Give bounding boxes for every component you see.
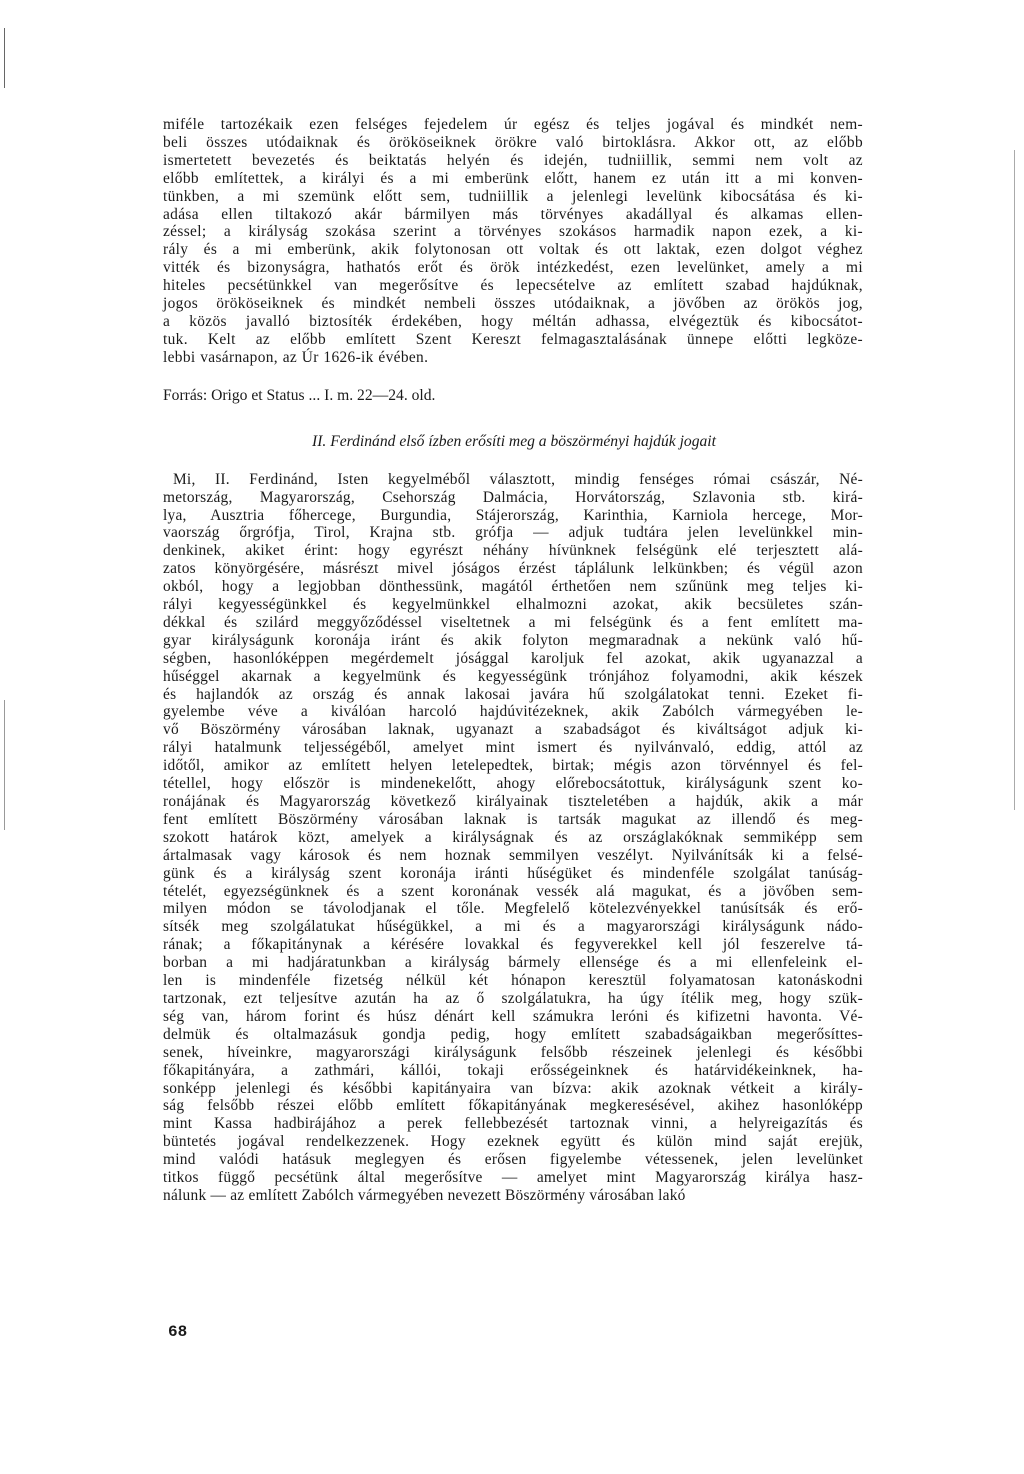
text-line: miféle tartozékaik ezen felséges fejedelem úr egész és teljes jogával és mindkét nem-	[163, 116, 863, 133]
text-line: büntetés jogával rendelkezzenek. Hogy ezeknek együtt és külön mind saját erejük,	[163, 1133, 863, 1151]
text-line: beli összes utódaiknak és örököseiknek örökre való birtoklásra. Akkor ott, az előbb	[163, 133, 863, 151]
text-line: tünkben, a mi szemünk előtt sem, tudniillik a jelenlegi levelünk kibocsátása és ki-	[163, 187, 863, 205]
text-line: lya, Ausztria főhercege, Burgundia, Stájerország, Karinthia, Karniola hercege, Mor-	[163, 506, 863, 524]
text-line: günk és a királyság szent koronája iránti hűségüket és mindenféle szolgálat tanúság-	[163, 864, 863, 882]
text-line: ségben, hasonlóképpen megérdemelt jósággal karoljuk fel azokat, akik ugyanazzal a	[163, 649, 863, 667]
text-line: rály és a mi emberünk, akik folytonosan ott voltak és ott laktak, ezen dolgot véghez	[163, 241, 863, 259]
text-line: borban a mi hadjáratunkban a királyság bármely ellensége és a mi ellenfeleink el-	[163, 954, 863, 972]
text-line: ség van, három forint és húsz dénárt kell számukra leróni és kifizetni havonta. Vé-	[163, 1007, 863, 1025]
scan-edge-mark	[1014, 150, 1015, 810]
text-line: dékkal és szilárd meggyőződéssel viseltetnek a mi felségünk és a fent említett ma-	[163, 613, 863, 631]
text-line: és hajlandók az ország és annak lakosai javára hű szolgálatokat tenni. Ezeket fi-	[163, 685, 863, 703]
text-line: vő Böszörmény városában laknak, ugyanazt a szabadságot és kiváltságot adjuk ki-	[163, 721, 863, 739]
text-line: rályi kegyességünkkel és kegyelmünkkel elhalmozni azokat, akik becsületes szán-	[163, 596, 863, 614]
text-line: senek, híveinkre, magyarországi királyságunk felsőbb részeinek jelenlegi és későbbi	[163, 1043, 863, 1061]
text-line: tuk. Kelt az előbb említett Szent Kereszt felmagasztalásának ünnepe előtti legköze-	[163, 330, 863, 348]
text-line: hiteles pecsétünkkel van megerősítve és lepecsételve az említett szabad hajdúknak,	[163, 277, 863, 295]
text-line: zatos könyörgésére, másrészt mivel jóságos érzést táplálunk lelkünkben; és végül azon	[163, 560, 863, 578]
text-line: ság felsőbb részei előbb említett főkapitányának megkeresésével, akihez hasonlóképp	[163, 1097, 863, 1115]
paragraph-ferdinand-charter	[163, 471, 863, 1205]
text-line: főkapitányára, a zathmári, kállói, tokaji erősségeinknek és határvidékeinknek, ha-	[163, 1061, 863, 1079]
section-heading: II. Ferdinánd első ízben erősíti meg a böszörményi hajdúk jogait	[312, 432, 716, 450]
document-page	[163, 116, 863, 1205]
text-line: metország, Magyarország, Csehország Dalmácia, Horvátország, Szlavonia stb. kirá-	[163, 488, 863, 506]
text-line: ismertetett bevezetés és beiktatás helyén és idején, tudniillik, semmi nem volt az	[163, 151, 863, 169]
text-line: tétellel, hogy először is mindenekelőtt, ahogy előrebocsátottuk, királyságunk szent ko-	[163, 775, 863, 793]
text-line: rának; a főkapitánynak a kérésére lovakkal és fegyverekkel kell jól feszerelve tá-	[163, 936, 863, 954]
text-line: sonképp jelenlegi és későbbi kapitányaira van bízva: akik azoknak vétkeit a király-	[163, 1079, 863, 1097]
text-line: tételét, egyezségünknek és a szent koronának vessék alá magukat, és a jövőben sem-	[163, 882, 863, 900]
text-line: gyar királyságunk koronája iránt és akik folyton megmaradnak a nekünk való hű-	[163, 631, 863, 649]
text-line: gyelembe véve a kiválóan harcoló hajdúvitézeknek, akik Zabólch vármegyében le-	[163, 703, 863, 721]
text-line: delmük és oltalmazásuk gondja pedig, hogy említett szabadságaikban megerősíttes-	[163, 1025, 863, 1043]
text-line: előbb említettek, a királyi és a mi emberünk előtt, hanem ez után itt a mi konven-	[163, 169, 863, 187]
text-line: mint Kassa hadbirájához a perek fellebbezését tartoznak vinni, a helyreigazítás és	[163, 1115, 863, 1133]
text-line: okból, hogy a legjobban dönthessünk, magától érthetően nem szűnünk meg teljes ki-	[163, 578, 863, 596]
text-line: a közös javalló biztosíték érdekében, hogy méltán adhassa, elvégeztük és kibocsátot-	[163, 312, 863, 330]
scan-edge-mark	[4, 700, 5, 830]
text-line: Mi, II. Ferdinánd, Isten kegyelméből választott, mindig fenséges római császár, Né-	[173, 470, 863, 488]
paragraph-charter-end	[163, 116, 863, 367]
text-line: milyen módon se távolodjanak el tőle. Megfelelő kötelezvényekkel tanúsítsák és erő-	[163, 900, 863, 918]
text-line: sítsék meg szolgálatukat hűségükkel, a mi és a magyarországi királyságunk nádo-	[163, 918, 863, 936]
page-number: 68	[168, 1323, 188, 1341]
text-line: szokott határok közt, amelyek a királyságnak és az országlakóknak semmiképp sem	[163, 828, 863, 846]
text-line: denkinek, akiket érint: hogy egyrészt néhány hívünknek felségünk elé terjesztett alá-	[163, 542, 863, 560]
text-line: vaország őrgrófja, Tirol, Krajna stb. grófja — adjuk tudtára jelen levelünkkel min-	[163, 524, 863, 542]
text-line: időtől, amikor az említett helyen letelepedtek, birtak; mégis azon törvénnyel és fel-	[163, 757, 863, 775]
text-line: lebbi vasárnapon, az Úr 1626-ik évében.	[163, 348, 429, 366]
source-citation: Forrás: Origo et Status ... I. m. 22—24. old.	[163, 386, 436, 404]
text-line: ronájának és Magyarország következő királyainak tiszteletében a hajdúk, akik a már	[163, 793, 863, 810]
text-line: titkos függő pecsétünk által megerősítve — amelyet mint Magyarország királya hasz-	[163, 1169, 863, 1187]
text-line: fent említett Böszörmény városában laknak is tartsák magukat az illendő és meg-	[163, 810, 863, 828]
text-line: vitték és bizonyságra, hathatós erőt és örök intézkedést, ezen levelünket, amely a mi	[163, 259, 863, 277]
text-line: ártalmasak vagy károsok és nem hoznak semmilyen veszélyt. Nyilvánítsák ki a felsé-	[163, 846, 863, 864]
text-line: zéssel; a királyság szokása szerint a törvényes szokásos harmadik napon ezek, a ki-	[163, 223, 863, 241]
text-line: len is mindenféle fizetség nélkül két hónapon keresztül folyamatosan katonáskodni	[163, 972, 863, 990]
text-line: hűséggel akarnak a kegyelmünk és kegyességünk trónjához folyamodni, akik készek	[163, 667, 863, 685]
text-line: adása ellen tiltakozó akár bármilyen más törvényes akadállyal és alkamas ellen-	[163, 205, 863, 223]
text-line: jogos örököseiknek és mindkét nembeli összes utódaiknak, a jövőben az örökös jog,	[163, 295, 863, 313]
text-line: rályi hatalmunk teljességéből, amelyet mint ismert és nyilvánvaló, eddig, attól az	[163, 739, 863, 757]
text-line: tartzonak, ezt teljesítve azután ha az ő szolgálatukra, ha úgy ítélik meg, hogy szük-	[163, 989, 863, 1007]
scan-edge-mark	[4, 28, 5, 88]
text-line: mind valódi hatásuk meglegyen és erősen figyelembe vétessenek, jelen levelünket	[163, 1151, 863, 1169]
text-line: nálunk — az említett Zabólch vármegyében nevezett Böszörmény városában lakó	[163, 1186, 686, 1204]
